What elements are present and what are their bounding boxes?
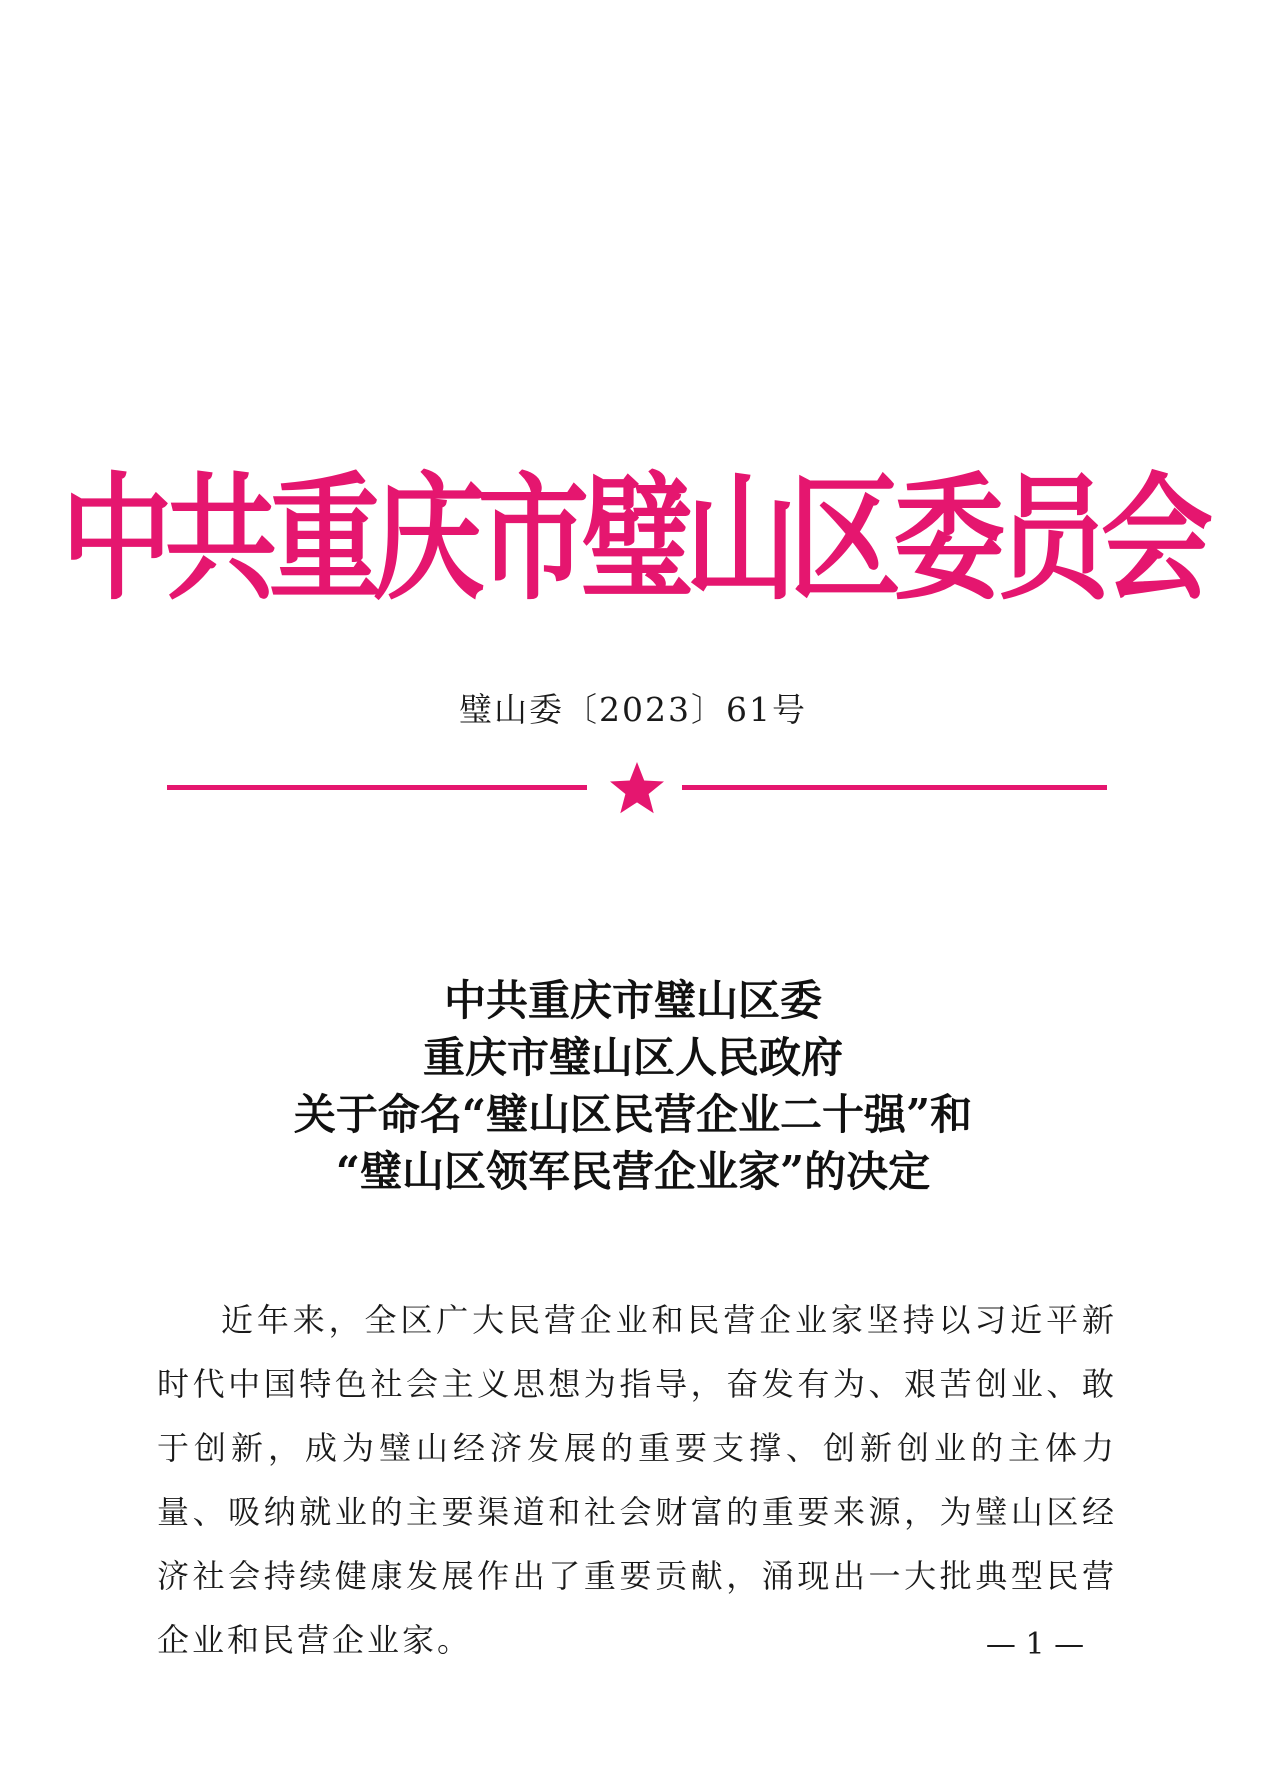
body-paragraph: 近年来，全区广大民营企业和民营企业家坚持以习近平新时代中国特色社会主义思想为指导，奋发有为、艰苦创业、敢于创新，成为璧山经济发展的重要支撑、创新创业的主体力量、吸纳就业的主要渠道和社会财富的重要来源，为璧山区经济社会持续健康发展作出了重要贡献，涌现出一大批典型民营企业和民营企业家。 [157, 1301, 1117, 1659]
page-number: — 1 — [985, 1627, 1085, 1662]
title-line-4: “璧山区领军民营企业家”的决定 [335, 1147, 931, 1196]
document-number: 璧山委〔2023〕61号 [459, 690, 807, 729]
divider-right-line [682, 785, 1107, 790]
masthead-org-name: 中共重庆市璧山区委员会 [61, 460, 1205, 620]
title-line-3: 关于命名“璧山区民营企业二十强”和 [293, 1090, 973, 1139]
document-title [0, 972, 1266, 1200]
title-line-1: 中共重庆市璧山区委 [443, 976, 822, 1025]
red-divider [167, 758, 1107, 818]
title-line-2: 重庆市璧山区人民政府 [422, 1033, 843, 1082]
star-icon [610, 762, 664, 813]
divider-left-line [167, 785, 587, 790]
